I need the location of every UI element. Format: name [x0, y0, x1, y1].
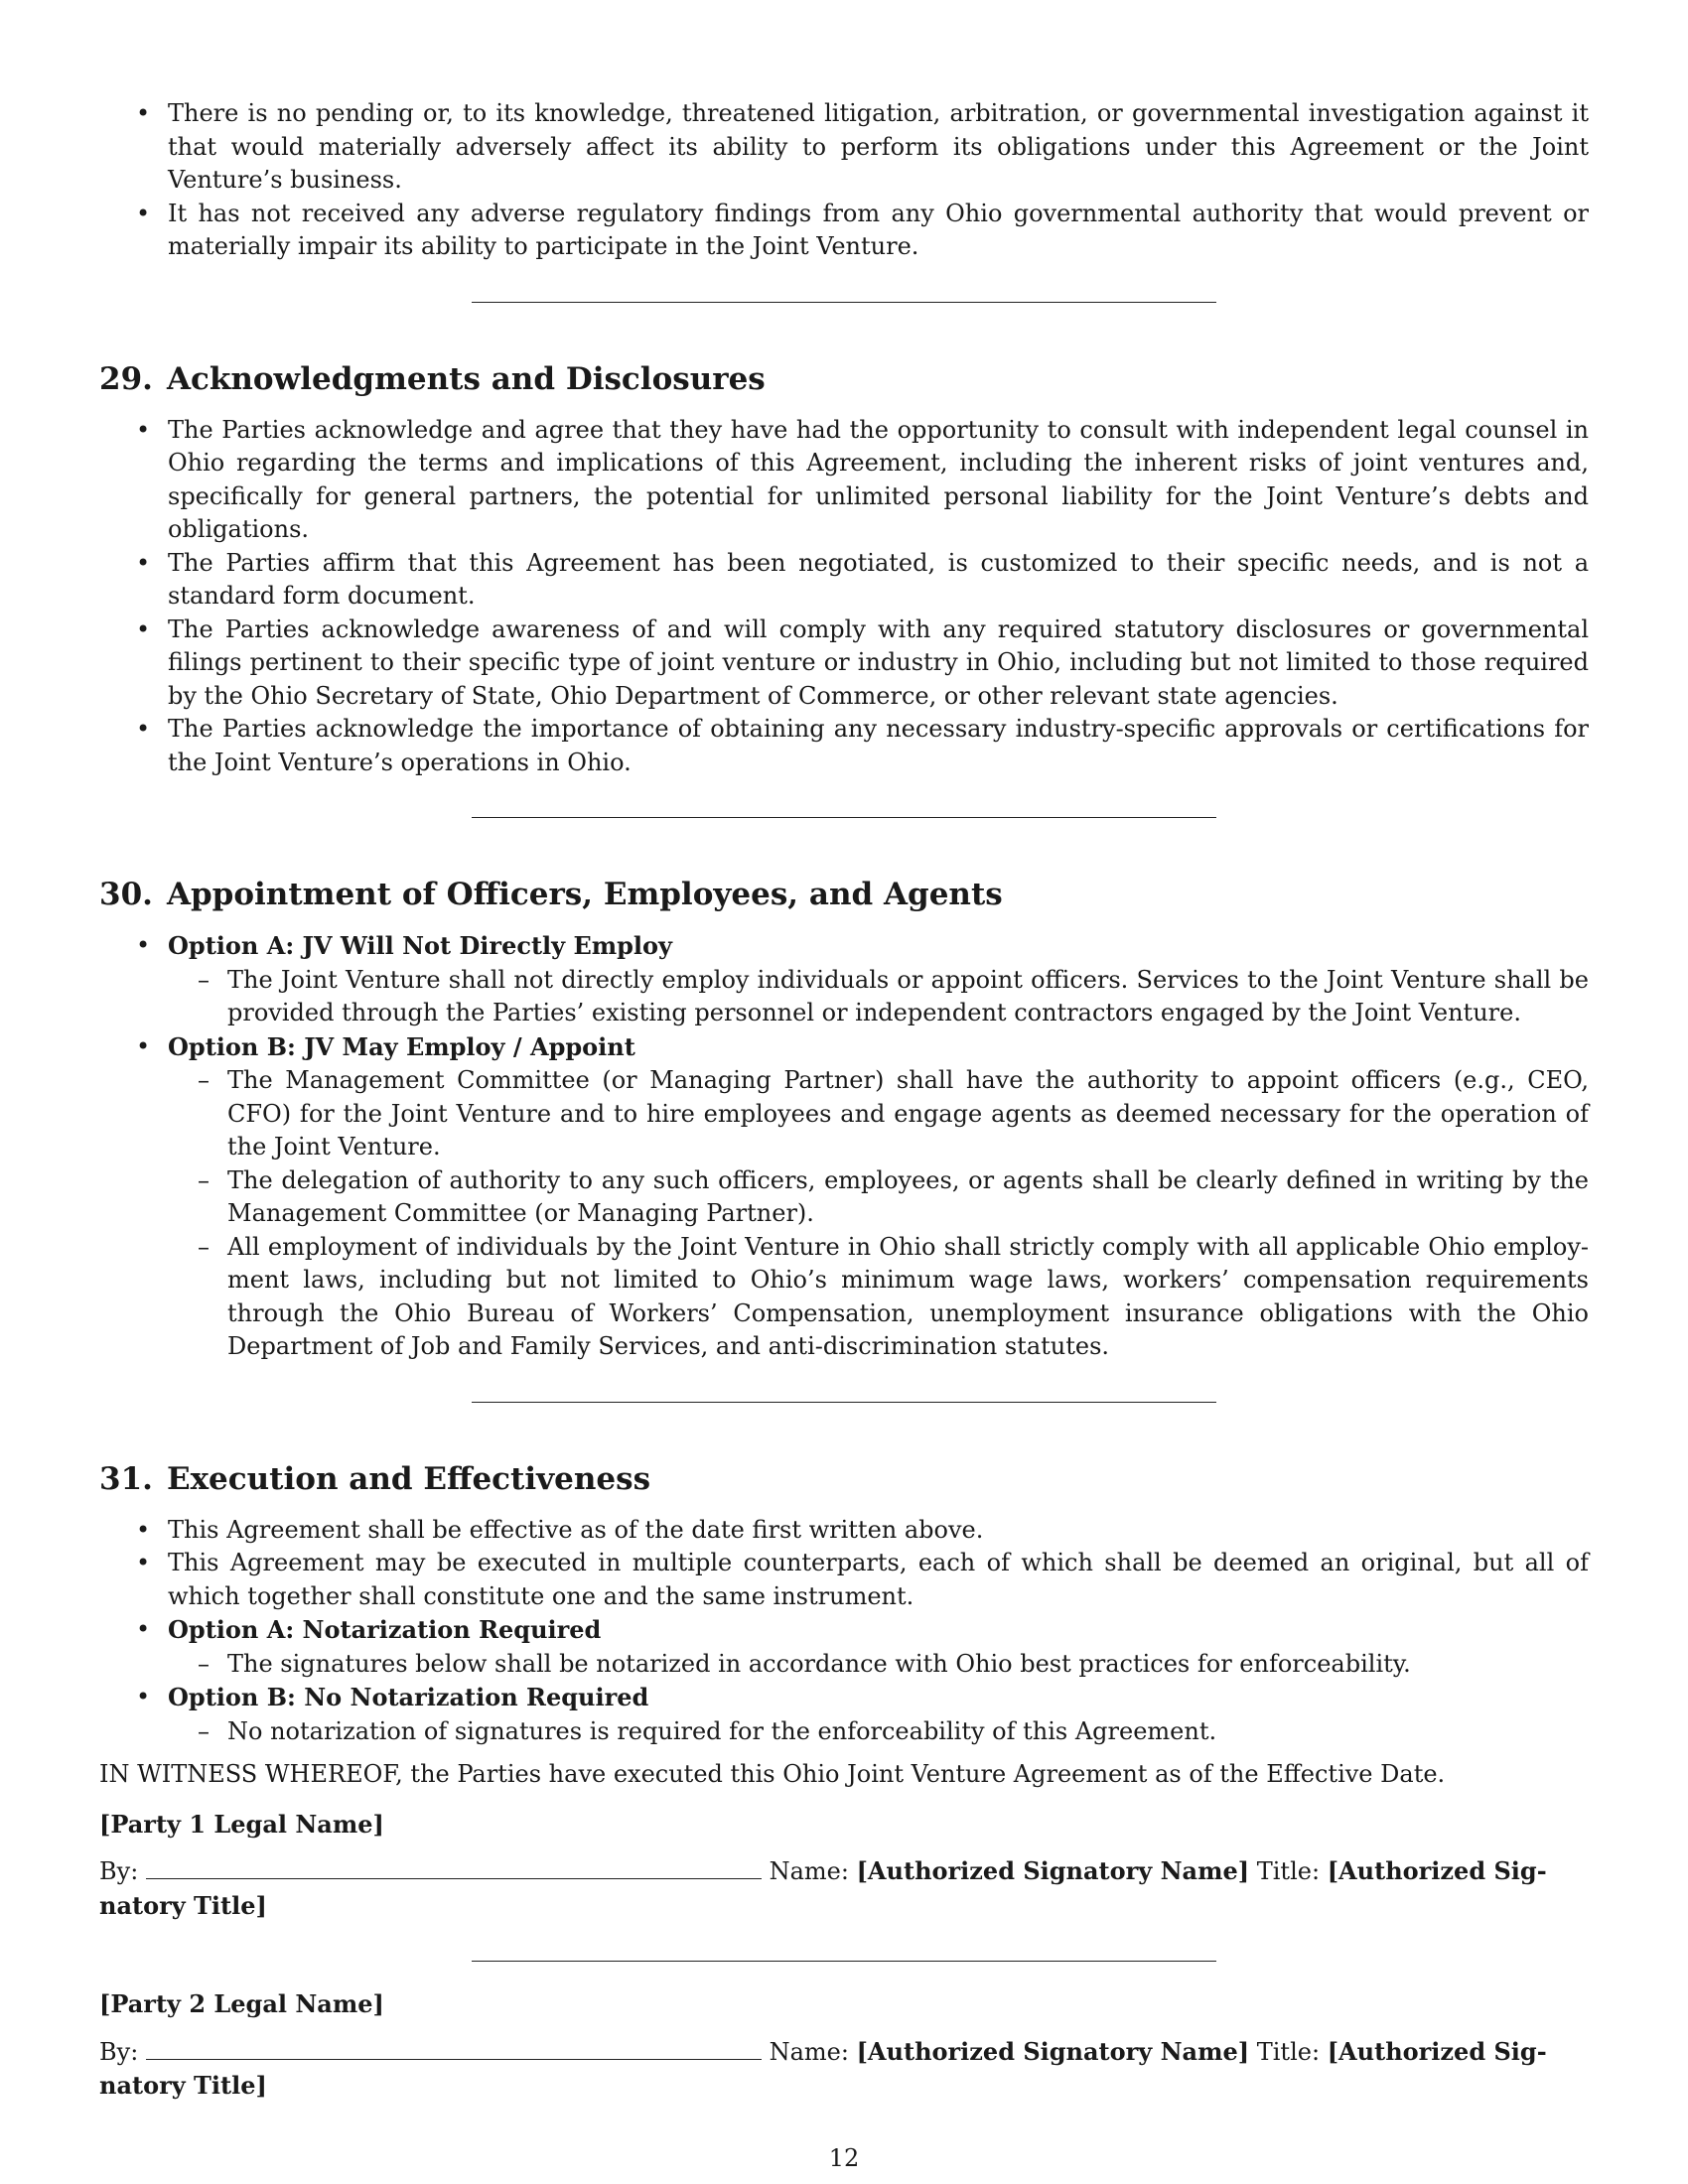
- option-a-sublist: [168, 964, 1589, 1030]
- officers-options-list: [99, 929, 1589, 1364]
- name-label: Name:: [769, 2037, 849, 2066]
- sublist-item: – No notarization of signatures is required for the enforceability of this Agreement.: [168, 1715, 1589, 1749]
- option-b-sublist: [168, 1715, 1589, 1749]
- option-label: Option B: JV May Employ / Appoint: [168, 1031, 635, 1061]
- acknowledgments-list: [99, 414, 1589, 780]
- option-b-item: [99, 1030, 1589, 1364]
- name-label: Name:: [769, 1857, 849, 1885]
- by-label: By:: [99, 1857, 139, 1885]
- sublist-item: – The delegation of authority to any such officers, employees, or agents shall be clearly defined in writing by the Management Committee (or Managing Partner).: [168, 1164, 1589, 1231]
- signatory-name: [Authorized Signatory Name]: [856, 1856, 1250, 1885]
- execution-list: [99, 1514, 1589, 1749]
- party-2-signature-block: [99, 2035, 1589, 2104]
- list-item: • The Parties acknowledge and agree that they have had the opportunity to consult with independent legal counsel in Ohio regarding the terms and implications of this Agreement, including the inherent risks of joint ventures and, specifically for general partners, the potential for unlimited personal liability for the Joint Venture’s debts and obligations.: [99, 414, 1589, 547]
- list-item: • The Parties acknowledge the importance of obtaining any necessary industry-specific approvals or certifications for the Joint Venture’s operations in Ohio.: [99, 713, 1589, 779]
- party-1-signature-block: [99, 1854, 1589, 1923]
- party-1-name: [Party 1 Legal Name]: [99, 1809, 384, 1839]
- sublist-item: – All employment of individuals by the Joint Venture in Ohio shall strictly comply with all applicable Ohio employment laws, including but not limited to Ohio’s minimum wage laws, workers’ compensation requirements through the Ohio Bureau of Workers’ Compensation, unemployment insurance obligations with the Ohio Department of Job and Family Services, and anti-discrimination statutes.: [168, 1231, 1589, 1364]
- list-item: • There is no pending or, to its knowledge, threatened litigation, arbitration, or governmental investigation against it that would materially adversely affect its ability to perform its obligations under this Agreement or the Joint Venture’s business.: [99, 97, 1589, 198]
- list-item: • This Agreement shall be effective as of the date first written above.: [99, 1514, 1589, 1548]
- witness-statement: IN WITNESS WHEREOF, the Parties have executed this Ohio Joint Venture Agreement as of the Effective Date.: [99, 1760, 1446, 1788]
- section-title: Execution and Effectiveness: [166, 1460, 651, 1497]
- signature-divider: [472, 1961, 1216, 1962]
- title-label: Title:: [1256, 1857, 1321, 1885]
- title-label: Title:: [1256, 2037, 1321, 2066]
- by-label: By:: [99, 2037, 139, 2066]
- list-item: • The Parties acknowledge awareness of and will comply with any required statutory disclosures or governmental filings pertinent to their specific type of joint venture or industry in Ohio, including but not limited to those required by the Ohio Secretary of State, Ohio Department of Commerce, or other relevant state agencies.: [99, 614, 1589, 714]
- section-title: Appointment of Officers, Employees, and Agents: [166, 877, 1003, 912]
- section-number: 31.: [99, 1460, 153, 1497]
- section-heading-30: [99, 876, 1589, 913]
- section-heading-29: [99, 360, 1589, 398]
- signatory-title: [Authorized Signatory Title]: [99, 2036, 1547, 2100]
- section-divider: [472, 302, 1216, 303]
- section-title: Acknowledgments and Disclosures: [166, 360, 766, 397]
- option-label: Option A: JV Will Not Directly Employ: [168, 931, 672, 960]
- option-a-item: [99, 929, 1589, 1030]
- sublist-item: – The Management Committee (or Managing Partner) shall have the authority to appoint officers (e.g., CEO, CFO) for the Joint Venture and to hire employees and engage agents as deemed necessary for the operation of the Joint Venture.: [168, 1064, 1589, 1164]
- signature-line[interactable]: [146, 1856, 762, 1879]
- option-b-sublist: [168, 1064, 1589, 1364]
- list-item: • The Parties affirm that this Agreement has been negotiated, is customized to their specific needs, and is not a standard form document.: [99, 547, 1589, 614]
- section-number: 30.: [99, 877, 153, 912]
- party-2-name: [Party 2 Legal Name]: [99, 1989, 384, 2018]
- signature-line[interactable]: [146, 2037, 762, 2060]
- representations-list: [99, 97, 1589, 264]
- document-page: [99, 97, 1589, 2104]
- option-label: Option A: Notarization Required: [168, 1615, 602, 1644]
- option-b-item: [99, 1681, 1589, 1748]
- list-item: • It has not received any adverse regulatory findings from any Ohio governmental authority that would prevent or materially impair its ability to participate in the Joint Venture.: [99, 198, 1589, 264]
- sublist-item: – The Joint Venture shall not directly employ individuals or appoint officers. Services to the Joint Venture shall be provided through the Parties’ existing personnel or independent contractors engaged by the Joint Venture.: [168, 964, 1589, 1030]
- section-number: 29.: [99, 360, 153, 397]
- signatory-title: [Authorized Signatory Title]: [99, 1856, 1547, 1920]
- option-a-item: [99, 1613, 1589, 1681]
- option-a-sublist: [168, 1648, 1589, 1682]
- signatory-name: [Authorized Signatory Name]: [856, 2036, 1250, 2066]
- sublist-item: – The signatures below shall be notarized in accordance with Ohio best practices for enforceability.: [168, 1648, 1589, 1682]
- section-divider: [472, 1402, 1216, 1403]
- list-item: • This Agreement may be executed in multiple counterparts, each of which shall be deemed an original, but all of which together shall constitute one and the same instrument.: [99, 1547, 1589, 1613]
- page-number: 12: [828, 2144, 860, 2172]
- option-label: Option B: No Notarization Required: [168, 1683, 649, 1711]
- section-divider: [472, 817, 1216, 818]
- section-heading-31: [99, 1460, 1589, 1498]
